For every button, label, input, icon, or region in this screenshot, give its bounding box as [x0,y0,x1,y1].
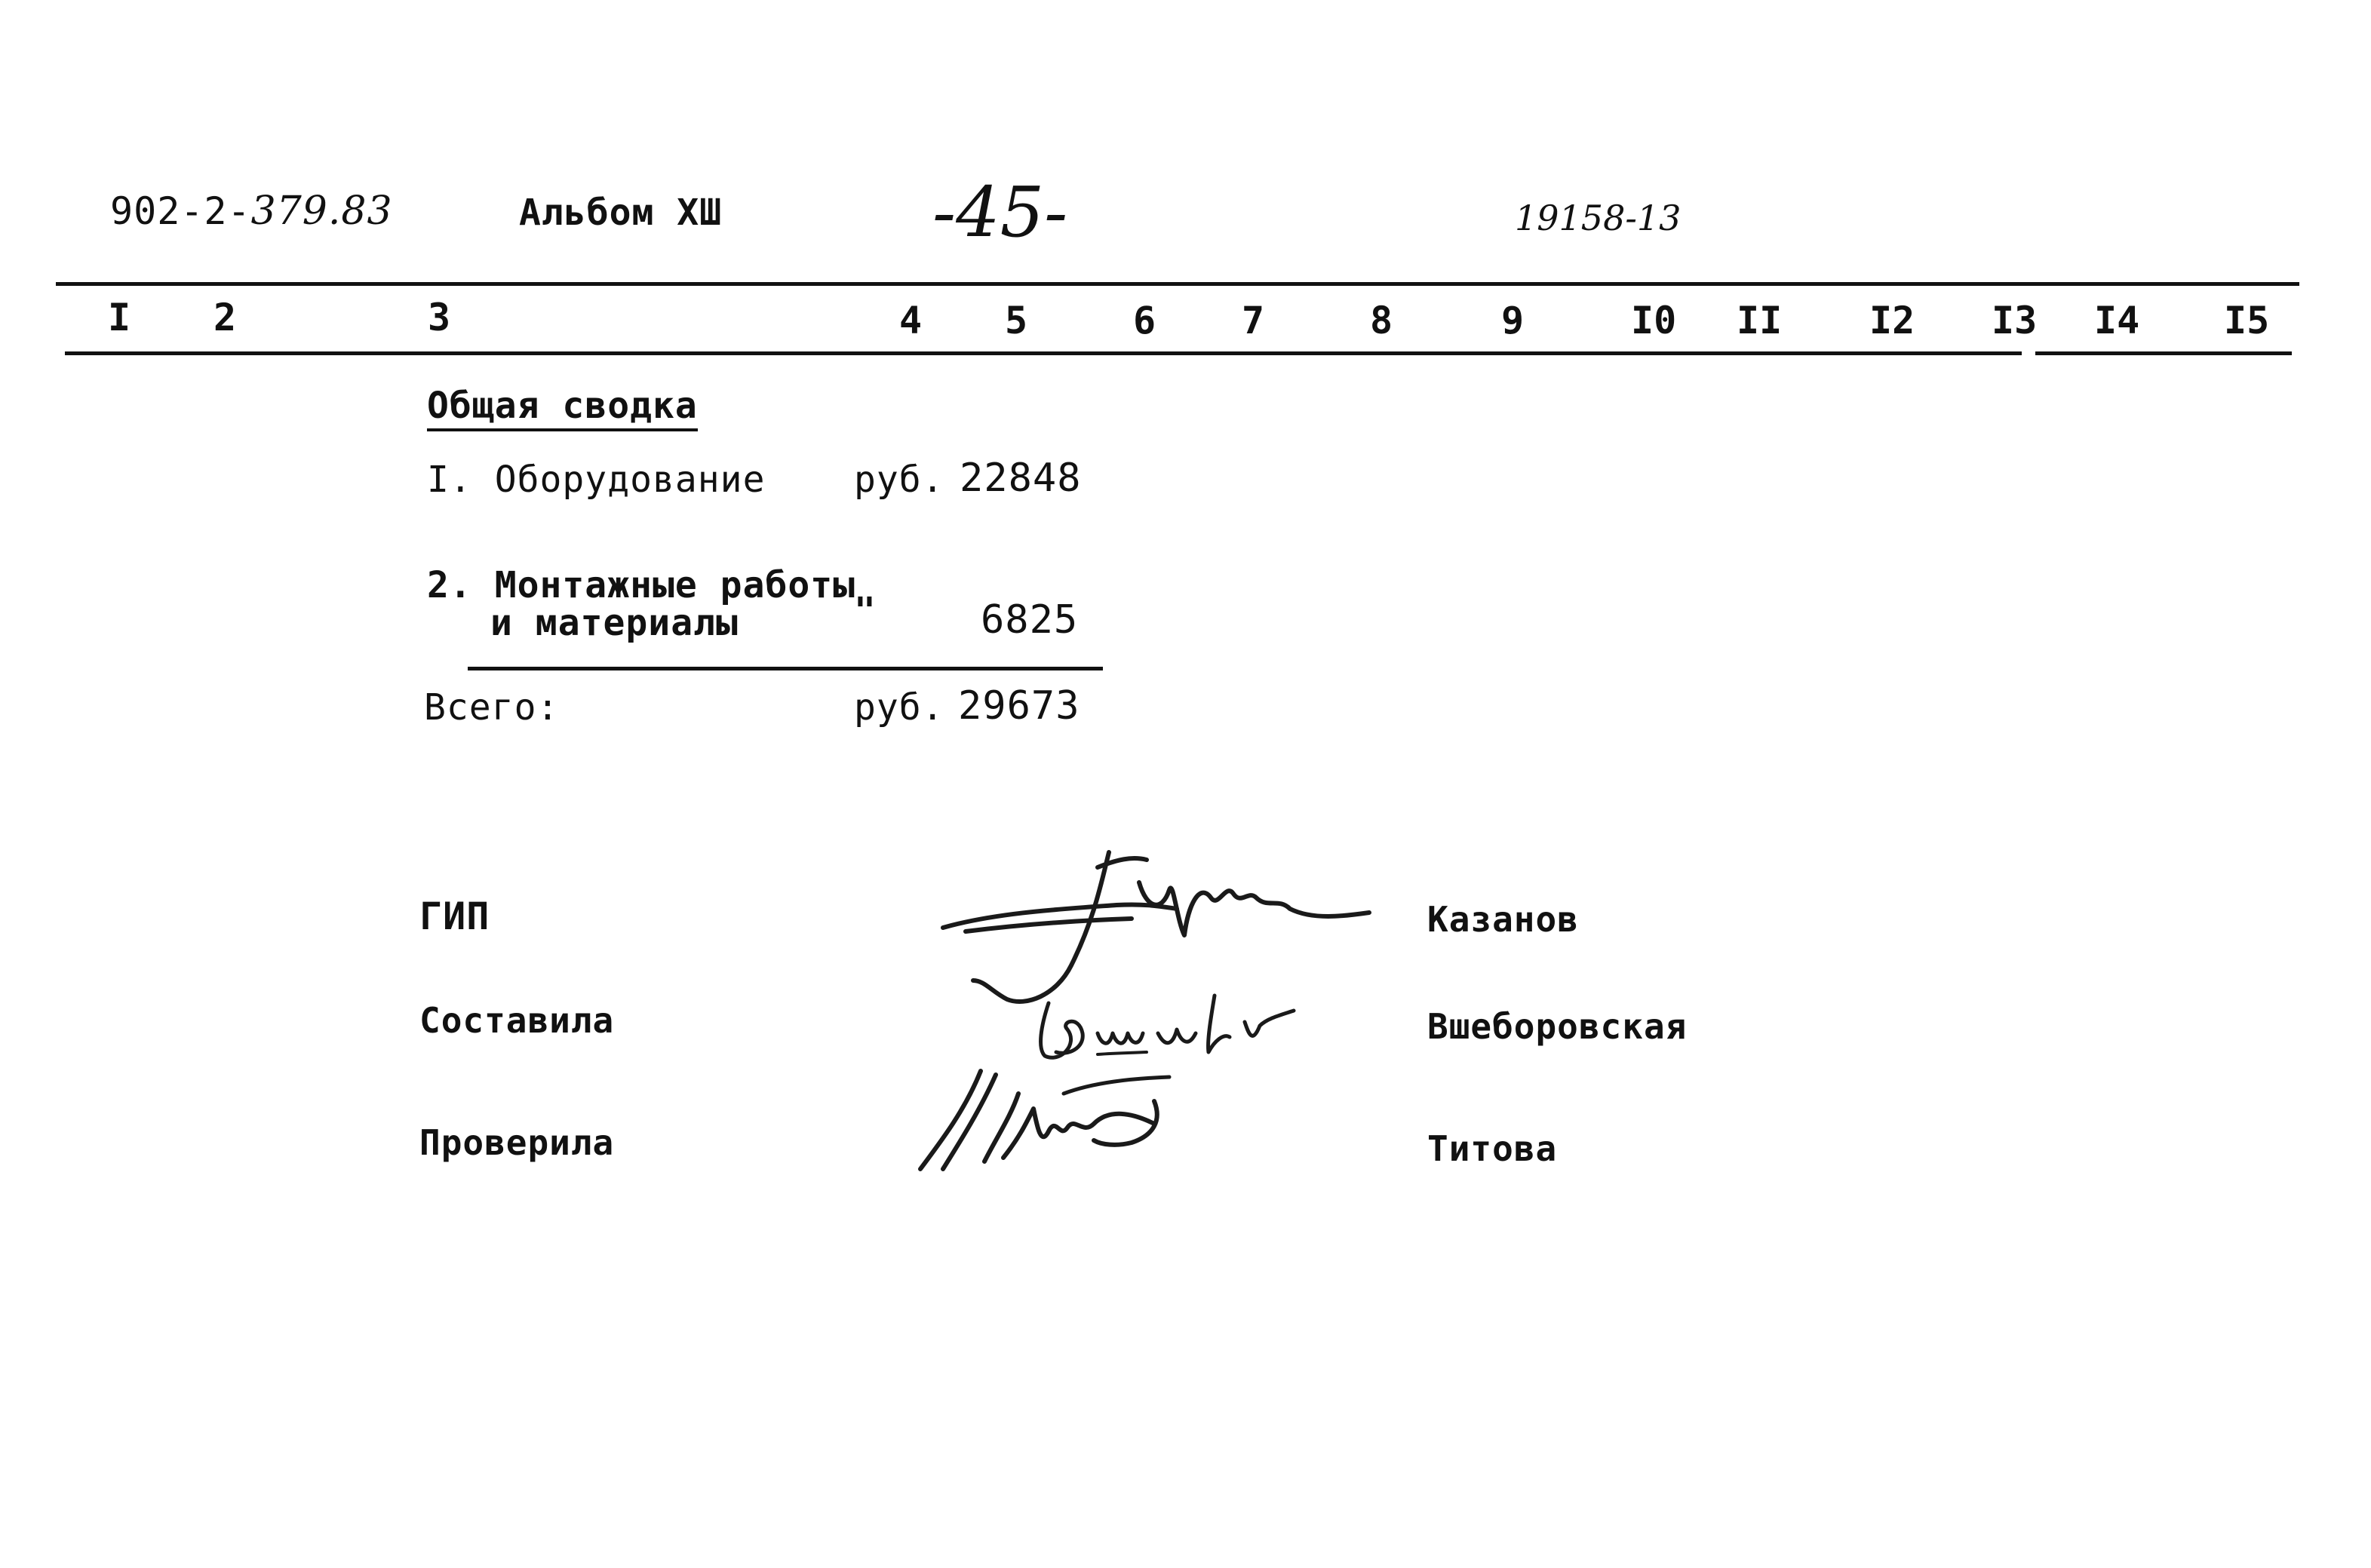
equipment-label: I. Оборудование [427,459,766,501]
equipment-value: 22848 [960,456,1082,501]
signature-role: Проверила [419,1122,615,1163]
column-number: 2 [213,296,237,339]
column-number: 3 [428,296,451,339]
column-number: 5 [1005,299,1028,342]
column-number: I4 [2094,299,2140,342]
ditto-mark: " [854,590,877,632]
column-number: 9 [1501,299,1525,342]
column-number: II [1737,299,1783,342]
installation-label-line2: и материалы [490,602,739,644]
doc-code-handwritten: 379.83 [250,189,393,234]
equipment-unit: руб. [854,459,944,501]
column-number: I3 [1992,299,2038,342]
total-unit: руб. [854,686,944,729]
column-number: I2 [1869,299,1915,342]
page-number: -45- [932,172,1068,253]
signatory-name: Вшеборовская [1427,1006,1688,1047]
signature-role: Составила [419,1000,615,1041]
doc-code-printed: 902-2- [110,189,251,233]
total-label: Всего: [424,686,560,729]
header-bottom-rule-right [2035,351,2292,355]
column-number: I [108,296,131,339]
installation-label-line1: 2. Монтажные работы [427,564,856,606]
album-label: Альбом XШ [519,192,723,234]
summary-title: Общая сводка [427,385,698,431]
header-bottom-rule [65,351,2022,355]
signature-role: ГИП [419,894,490,938]
total-rule [468,667,1103,670]
signatory-name: Титова [1427,1128,1558,1169]
reference-number: 19158-13 [1515,198,1682,238]
signatory-name: Казанов [1427,899,1579,940]
installation-value: 6825 [981,597,1079,643]
column-number: 8 [1370,299,1393,342]
column-number: 6 [1133,299,1156,342]
column-number: 7 [1242,299,1265,342]
header-top-rule [56,282,2299,286]
signature-titova [913,1056,1230,1184]
doc-code [110,189,393,234]
column-number: 4 [899,299,923,342]
column-number: I0 [1631,299,1677,342]
total-value: 29673 [958,683,1080,729]
column-number: I5 [2224,299,2270,342]
